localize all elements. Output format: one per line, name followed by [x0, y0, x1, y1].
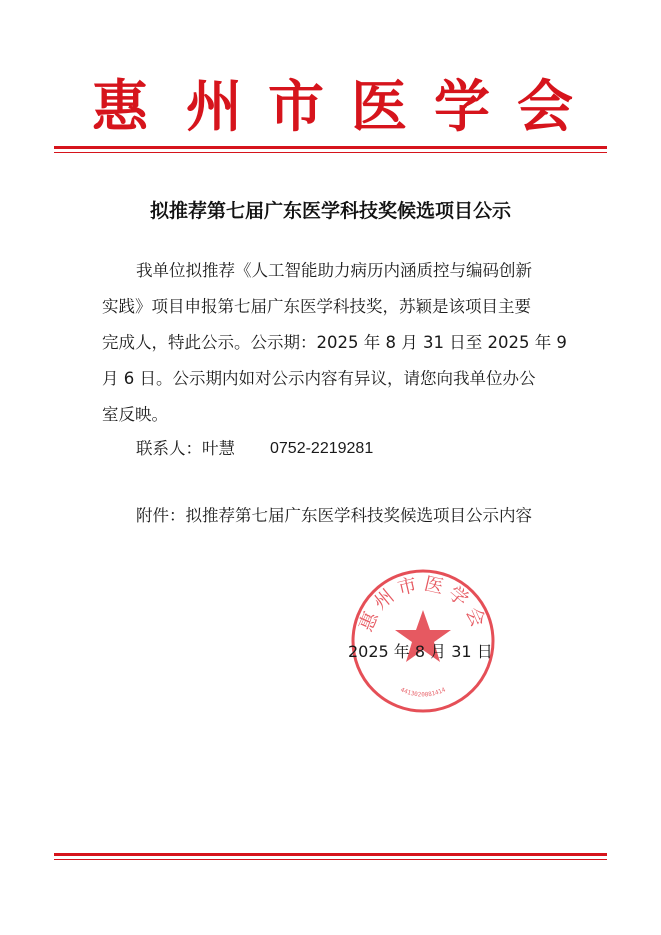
notice-title: 拟推荐第七届广东医学科技奖候选项目公示: [149, 200, 511, 222]
footer-rule-thick: [54, 853, 607, 856]
body-line: 我单位拟推荐《人工智能助力病历内涵质控与编码创新: [136, 261, 532, 280]
body-line: 室反映。: [102, 405, 168, 424]
body-line: 月 6 日。公示期内如对公示内容有异议，请您向我单位办公: [102, 369, 536, 388]
letterhead-char: 会: [517, 74, 573, 140]
letterhead-char: 州: [186, 74, 242, 140]
body-line: 实践》项目申报第七届广东医学科技奖，苏颖是该项目主要: [102, 297, 531, 316]
svg-text:4413020081414: 4413020081414: [399, 686, 447, 699]
letterhead-rule-thin: [54, 152, 607, 153]
letterhead-char: 市: [268, 74, 324, 140]
footer-rule-thin: [54, 859, 607, 860]
letterhead-char: 惠: [92, 74, 148, 140]
notice-date: 2025 年 8 月 31 日: [348, 642, 493, 661]
contact-label: 联系人：叶慧: [136, 439, 235, 458]
body-line: 完成人，特此公示。公示期：2025 年 8 月 31 日至 2025 年 9: [102, 333, 567, 352]
letterhead-char: 学: [434, 74, 490, 140]
svg-text:惠州市医学会: 惠州市医学会: [354, 572, 492, 635]
letterhead-char: 医: [351, 74, 407, 140]
letterhead-rule-thick: [54, 146, 607, 149]
letterhead: [0, 72, 661, 142]
attachment-line: 附件：拟推荐第七届广东医学科技奖候选项目公示内容: [136, 506, 532, 525]
contact-phone: 0752-2219281: [270, 440, 374, 457]
